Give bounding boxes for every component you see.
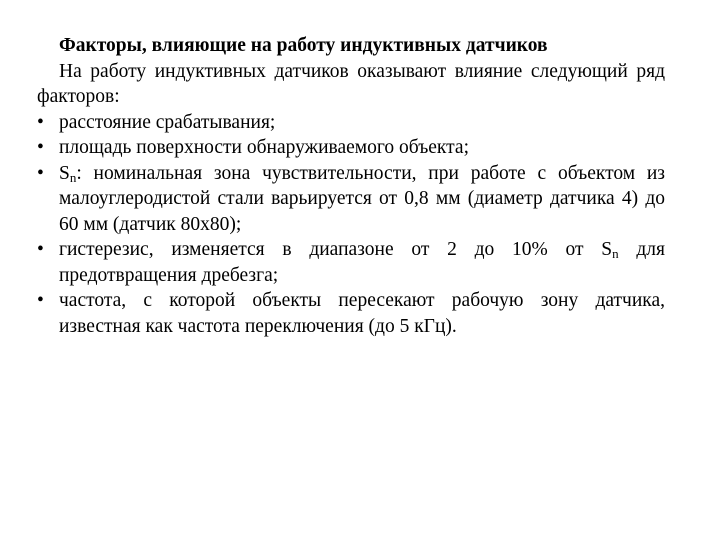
list-item-text: : номинальная зона чувствительности, при работе с объектом из малоуглеродистой стали варьируется от 0,8 мм (диаметр датчика 4) до 60 мм (датчик 80х80); <box>59 162 665 235</box>
list-item-text: частота, с которой объекты пересекают рабочую зону датчика, известная как частота переключения (до 5 кГц). <box>59 290 665 337</box>
list-item-text: гистерезис, изменяется в диапазоне от 2 до 10% от <box>59 239 602 260</box>
slide-title: Факторы, влияющие на работу индуктивных датчиков <box>59 35 548 56</box>
sn-symbol: S <box>601 239 613 260</box>
bullet-icon: • <box>37 290 44 311</box>
list-item-text-after: для предотвращения дребезга; <box>59 239 665 286</box>
list-item-hysteresis <box>37 237 665 288</box>
list-item-activation-distance <box>37 110 665 136</box>
bullet-icon: • <box>37 137 44 158</box>
intro-paragraph: На работу индуктивных датчиков оказывают влияние следующий ряд факторов: <box>37 60 665 107</box>
bullet-icon: • <box>37 239 44 260</box>
sn-symbol: S <box>59 162 70 184</box>
list-item-surface-area <box>37 135 665 161</box>
list-item-text: площадь поверхности обнаруживаемого объекта; <box>59 137 469 158</box>
bullet-icon: • <box>37 162 44 184</box>
list-item-text: расстояние срабатывания; <box>59 111 276 133</box>
bullet-icon: • <box>37 111 44 133</box>
list-item-switching-frequency <box>37 288 665 339</box>
slide-content <box>37 33 665 339</box>
sn-subscript: n <box>69 169 77 185</box>
sn-subscript: n <box>612 246 619 261</box>
factor-list <box>37 110 665 340</box>
list-item-sensitivity-zone <box>37 161 665 238</box>
